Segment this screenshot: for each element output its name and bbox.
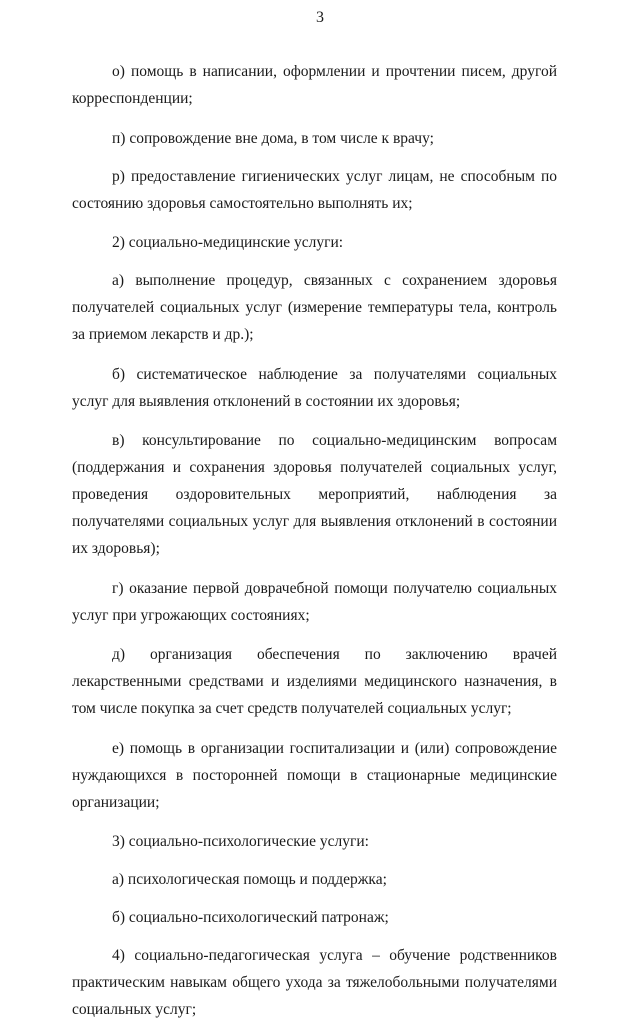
- page-number: 3: [316, 9, 324, 26]
- paragraph-item-d: д) организация обеспечения по заключению врачей лекарственными средствами и изделиями медицинского назначения, в том числе покупка за счет средств получателей социальных услуг;: [72, 646, 557, 717]
- section-heading-social-pedagogical: 4) социально-педагогическая услуга – обучение родственников практическим навыкам общего ухода за тяжелобольными получателями социальных услуг;: [72, 947, 557, 1018]
- paragraph-item-g: г) оказание первой доврачебной помощи получателю социальных услуг при угрожающих состояниях;: [72, 579, 557, 624]
- paragraph-item-e: е) помощь в организации госпитализации и (или) сопровождение нуждающихся в посторонней помощи в стационарные медицинские организации;: [72, 739, 557, 811]
- paragraph-item-a: а) выполнение процедур, связанных с сохранением здоровья получателей социальных услуг (измерение температуры тела, контроль за приемом лекарств и др.);: [72, 272, 557, 343]
- paragraph-item-r: р) предоставление гигиенических услуг лицам, не способным по состоянию здоровья самостоятельно выполнять их;: [72, 167, 557, 212]
- paragraph-item-psych-b: б) социально-психологический патронаж;: [112, 909, 389, 926]
- paragraph-item-b: б) систематическое наблюдение за получателями социальных услуг для выявления отклонений в состоянии их здоровья;: [72, 365, 557, 410]
- paragraph-item-o: о) помощь в написании, оформлении и прочтении писем, другой корреспонденции;: [72, 63, 557, 107]
- section-heading-social-medical: 2) социально-медицинские услуги:: [112, 234, 344, 251]
- document-body: [72, 58, 557, 1036]
- section-heading-social-psychological: 3) социально-психологические услуги:: [112, 833, 369, 850]
- paragraph-item-psych-a: а) психологическая помощь и поддержка;: [112, 871, 387, 888]
- paragraph-item-v: в) консультирование по социально-медицинским вопросам (поддержания и сохранения здоровья получателей социальных услуг, проведения оздоровительных мероприятий, наблюдения за получателями социальных услуг для выявления отклонений в состоянии их здоровья);: [72, 432, 557, 557]
- paragraph-item-p: п) сопровождение вне дома, в том числе к врачу;: [112, 129, 434, 147]
